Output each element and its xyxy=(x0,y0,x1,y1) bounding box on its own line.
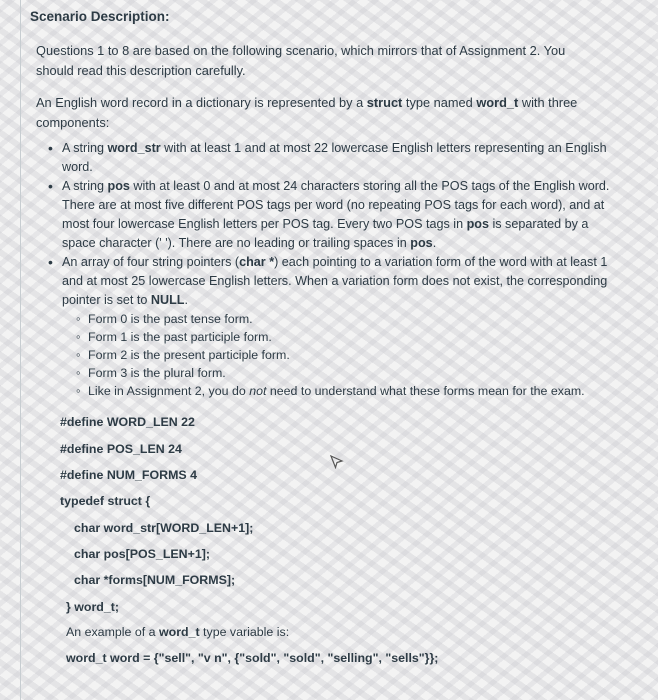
bold-word-t: word_t xyxy=(158,625,200,639)
text-span: with at least 1 and at most 22 lowercase English letters representing an English word. xyxy=(62,141,607,174)
text-span: A string xyxy=(62,141,108,155)
forms-sublist xyxy=(62,310,614,400)
text-span: with at least 0 and at most 24 characters storing all the POS tags of the English word. There are at most five different POS tags per word (no repeating POS tags for each word), and at most four lowercase English letters per POS tag. Every two POS tags in xyxy=(62,179,610,231)
code-line: char pos[POS_LEN+1]; xyxy=(74,547,210,561)
text-span: . xyxy=(432,236,437,250)
list-item xyxy=(44,177,614,253)
bold-pos: pos xyxy=(410,236,433,250)
bold-char-ptr: char * xyxy=(239,255,275,269)
text-span: is separated by a space character (' '). There are no leading or trailing spaces in xyxy=(62,217,589,250)
bold-struct: struct xyxy=(366,95,403,110)
example-caption xyxy=(66,623,289,641)
text-span: An example of a xyxy=(66,625,159,639)
code-line: typedef struct { xyxy=(60,494,151,508)
components-list xyxy=(44,139,614,400)
text-span: type variable is: xyxy=(199,625,290,639)
text-span: type named xyxy=(402,95,477,110)
text-span: A string xyxy=(62,179,108,193)
code-line: char word_str[WORD_LEN+1]; xyxy=(74,521,254,535)
bold-null: NULL xyxy=(150,293,185,307)
intro-paragraph: Questions 1 to 8 are based on the following scenario, which mirrors that of Assignment 2. You should read this description carefully. xyxy=(36,43,566,78)
mouse-pointer-icon xyxy=(330,455,344,469)
struct-description xyxy=(36,93,596,133)
bold-pos: pos xyxy=(107,179,130,193)
list-item xyxy=(44,253,614,400)
sublist-item: ◦ Form 0 is the past tense form. xyxy=(62,310,614,328)
text-span: ) each pointing to a variation form of the word with at least 1 and at most 25 lowercase English letters. When a variation form does not exist, the corresponding pointer is set to xyxy=(62,255,608,307)
bold-pos: pos xyxy=(466,217,489,231)
sublist-item: ◦ Form 3 is the plural form. xyxy=(62,364,614,382)
bold-word-t: word_t xyxy=(476,95,519,110)
sublist-item xyxy=(62,382,614,400)
page-title: Scenario Description: xyxy=(30,9,170,24)
code-line: #define NUM_FORMS 4 xyxy=(60,468,198,482)
code-line: } word_t; xyxy=(66,600,120,614)
text-span: . xyxy=(184,293,188,307)
code-line: word_t word = {"sell", "v n", {"sold", "sold", "selling", "sells"}}; xyxy=(66,651,439,665)
text-span: with three components: xyxy=(36,95,578,130)
list-item xyxy=(44,139,614,177)
text-span: An English word record in a dictionary is represented by a xyxy=(36,95,367,110)
code-line: char *forms[NUM_FORMS]; xyxy=(74,573,236,587)
text-span: An array of four string pointers ( xyxy=(62,255,240,269)
text-span: Like in Assignment 2, you do xyxy=(88,384,250,398)
italic-not: not xyxy=(249,384,267,398)
code-line: #define WORD_LEN 22 xyxy=(60,415,195,429)
code-line: #define POS_LEN 24 xyxy=(60,442,182,456)
text-span: need to understand what these forms mean for the exam. xyxy=(266,384,585,398)
sublist-item: ◦ Form 1 is the past participle form. xyxy=(62,328,614,346)
bold-word-str: word_str xyxy=(107,141,161,155)
sublist-item: ◦ Form 2 is the present participle form. xyxy=(62,346,614,364)
